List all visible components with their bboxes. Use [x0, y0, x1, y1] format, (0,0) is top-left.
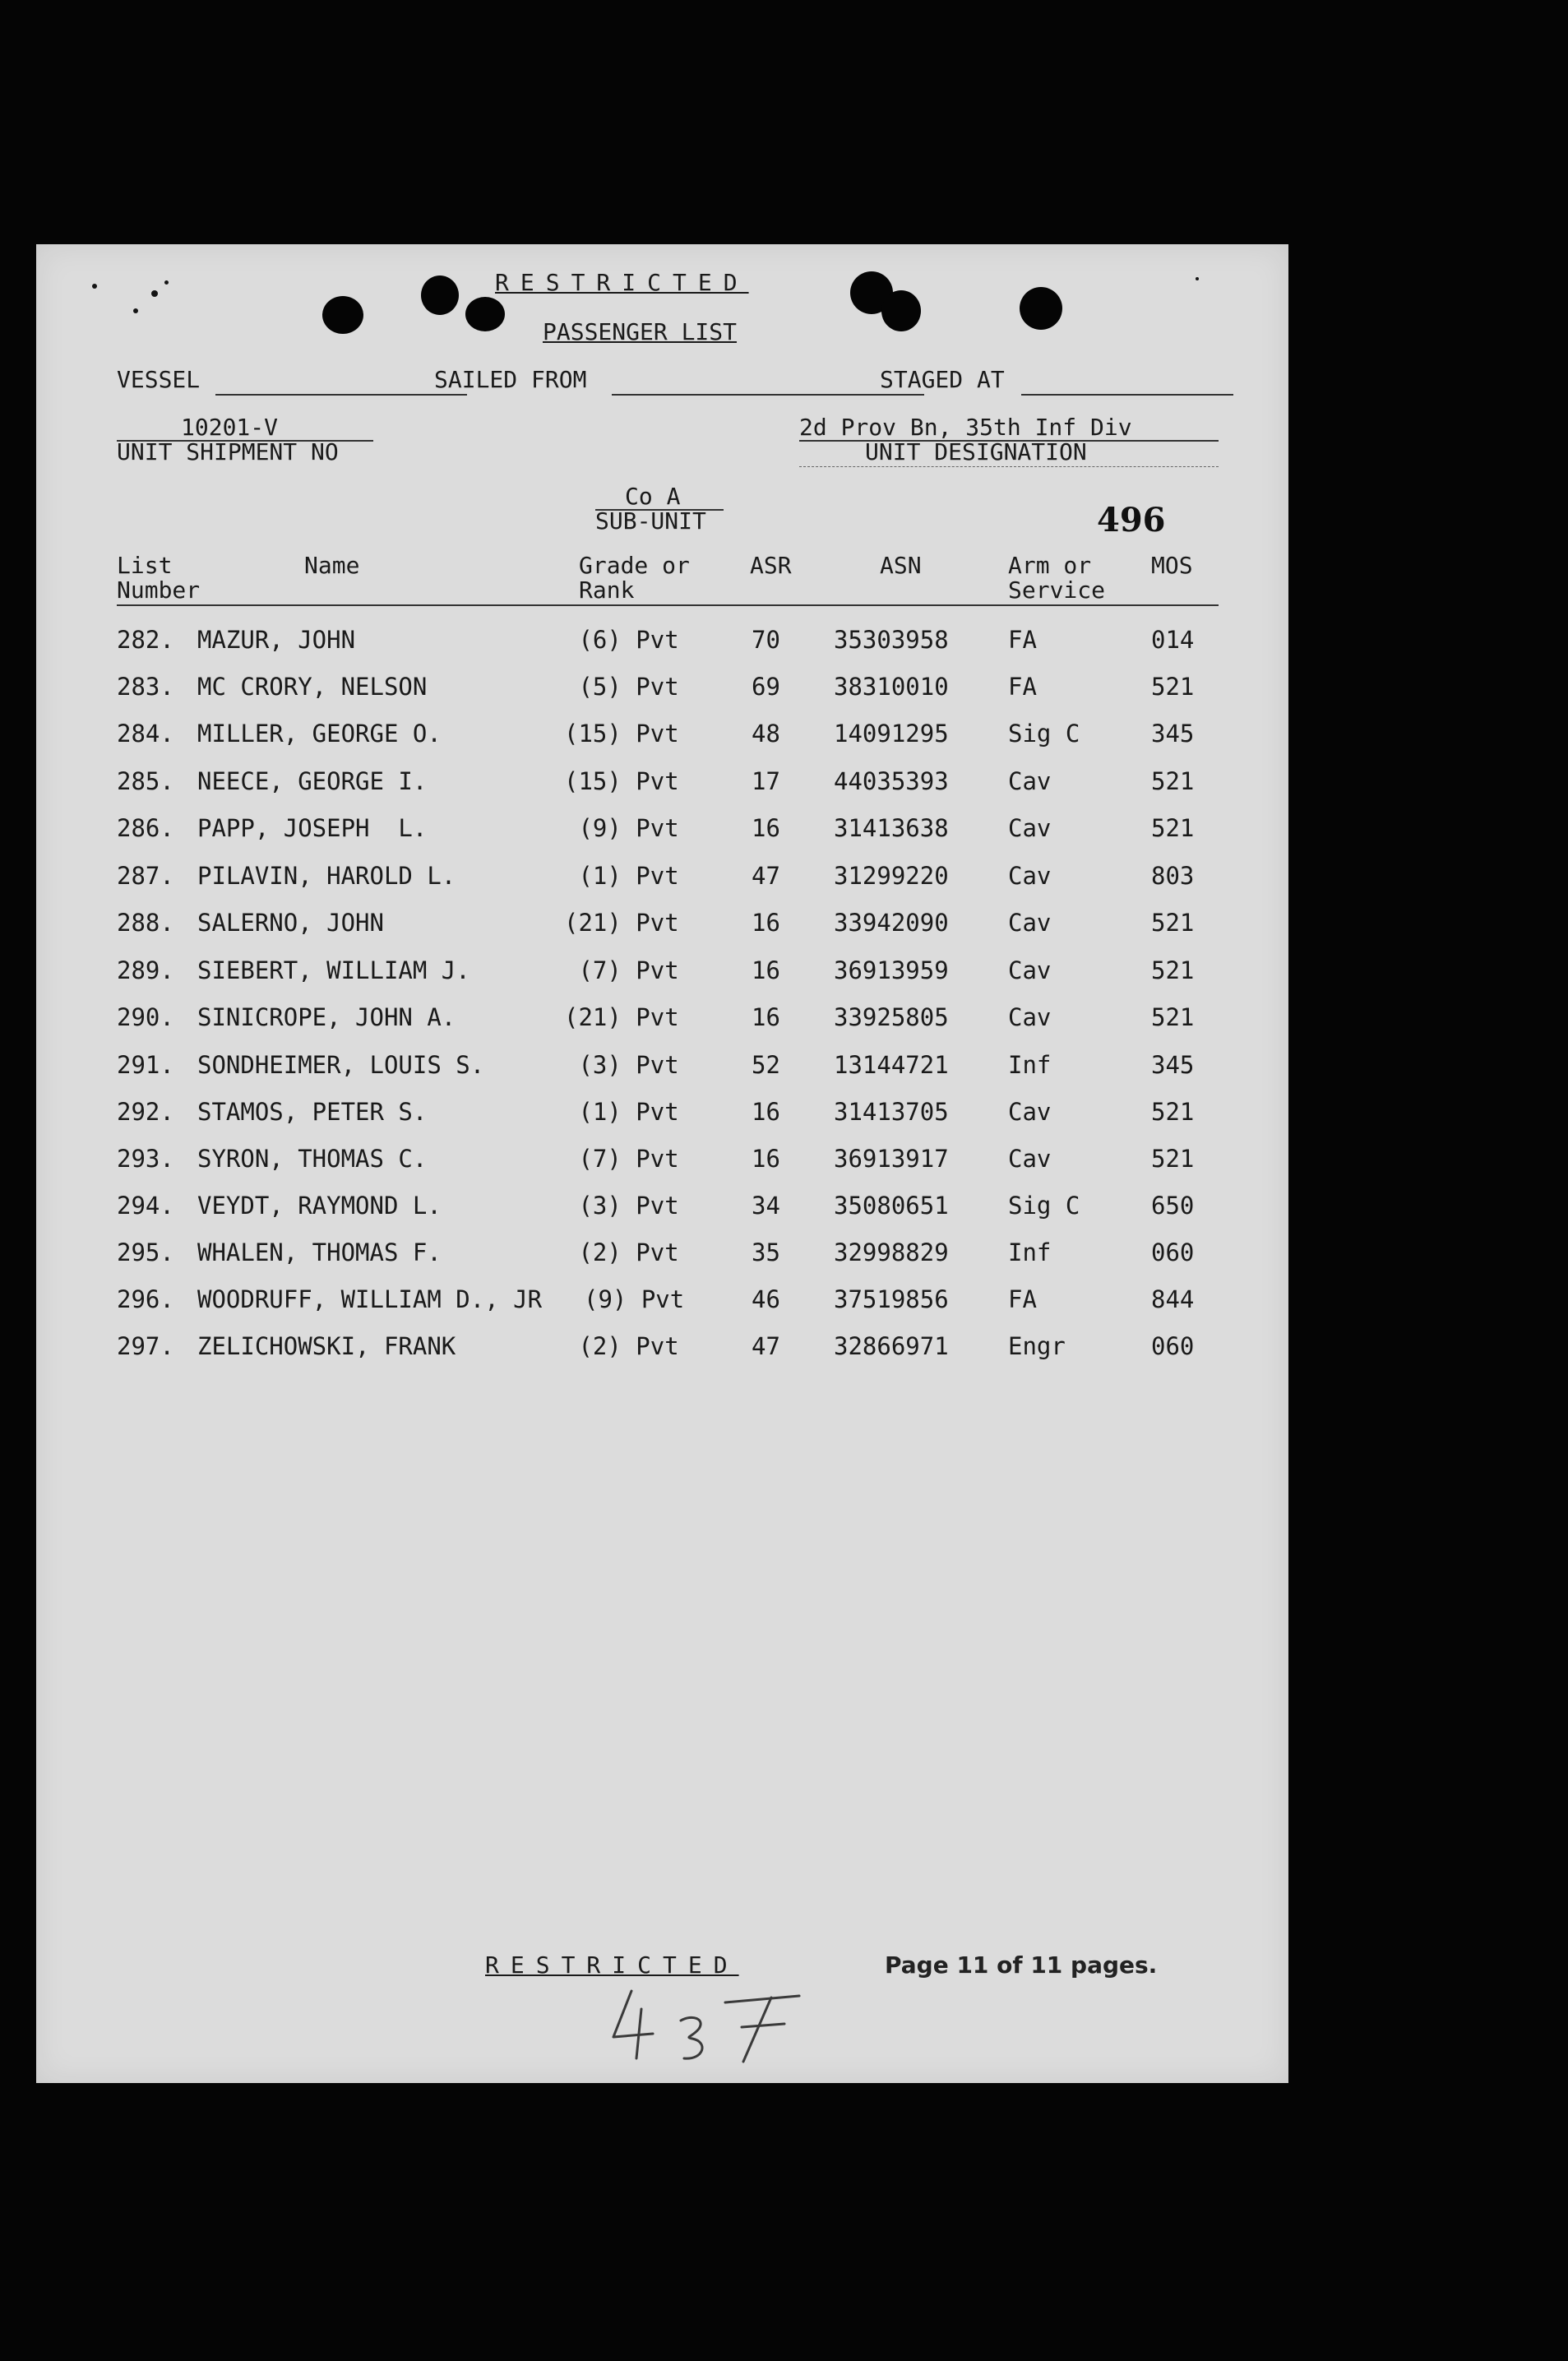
cell-list-number: 287. — [117, 862, 174, 890]
cell-arm-or-service: FA — [1008, 626, 1037, 654]
cell-arm-or-service: Cav — [1008, 1003, 1052, 1031]
cell-list-number: 284. — [117, 720, 174, 748]
unit-designation: 2d Prov Bn, 35th Inf Div — [799, 414, 1132, 441]
cell-mos: 521 — [1151, 1098, 1195, 1126]
cell-grade: (3) Pvt — [564, 1192, 679, 1220]
cell-arm-or-service: FA — [1008, 673, 1037, 701]
cell-asn: 32866971 — [834, 1332, 949, 1360]
cell-grade: (21) Pvt — [564, 909, 679, 937]
cell-asr: 46 — [752, 1285, 780, 1313]
col-name: Name — [304, 552, 360, 579]
cell-asn: 32998829 — [834, 1238, 949, 1266]
cell-mos: 060 — [1151, 1332, 1195, 1360]
cell-asn: 31413638 — [834, 814, 949, 842]
cell-grade: (2) Pvt — [564, 1332, 679, 1360]
col-list-number: List — [117, 552, 173, 579]
punch-hole — [421, 275, 459, 315]
cell-grade: (6) Pvt — [564, 626, 679, 654]
cell-arm-or-service: Inf — [1008, 1051, 1052, 1079]
cell-asr: 47 — [752, 862, 780, 890]
col-mos: MOS — [1151, 552, 1193, 579]
cell-list-number: 286. — [117, 814, 174, 842]
cell-asr: 34 — [752, 1192, 780, 1220]
cell-asn: 33925805 — [834, 1003, 949, 1031]
cell-grade: (9) Pvt — [564, 814, 679, 842]
cell-mos: 844 — [1151, 1285, 1195, 1313]
cell-arm-or-service: FA — [1008, 1285, 1037, 1313]
cell-asn: 33942090 — [834, 909, 949, 937]
stamp-number: 496 — [1097, 501, 1166, 539]
cell-passenger-name: STAMOS, PETER S. — [197, 1098, 428, 1126]
col-asn: ASN — [880, 552, 922, 579]
cell-asn: 14091295 — [834, 720, 949, 748]
cell-grade: (9) Pvt — [584, 1285, 685, 1313]
cell-asn: 13144721 — [834, 1051, 949, 1079]
cell-asr: 47 — [752, 1332, 780, 1360]
cell-list-number: 292. — [117, 1098, 174, 1126]
cell-mos: 521 — [1151, 767, 1195, 795]
cell-asr: 35 — [752, 1238, 780, 1266]
cell-grade: (15) Pvt — [564, 720, 679, 748]
table-row — [36, 673, 1288, 706]
classification-footer: RESTRICTED — [485, 1951, 739, 1979]
header-rule — [117, 604, 1219, 606]
cell-asr: 16 — [752, 1003, 780, 1031]
table-row — [36, 1332, 1288, 1365]
table-row — [36, 1003, 1288, 1036]
sub-unit: Co A — [625, 483, 681, 510]
cell-passenger-name: MILLER, GEORGE O. — [197, 720, 442, 748]
cell-list-number: 297. — [117, 1332, 174, 1360]
col-grade-2: Rank — [579, 576, 635, 604]
cell-list-number: 290. — [117, 1003, 174, 1031]
cell-grade: (7) Pvt — [564, 1145, 679, 1173]
cell-asn: 31299220 — [834, 862, 949, 890]
cell-asr: 52 — [752, 1051, 780, 1079]
punch-hole — [881, 290, 921, 331]
cell-arm-or-service: Sig C — [1008, 720, 1080, 748]
cell-asr: 16 — [752, 1098, 780, 1126]
cell-list-number: 296. — [117, 1285, 174, 1313]
cell-grade: (1) Pvt — [564, 862, 679, 890]
col-grade: Grade or — [579, 552, 690, 579]
classification-header: RESTRICTED — [495, 269, 749, 296]
cell-passenger-name: ZELICHOWSKI, FRANK — [197, 1332, 456, 1360]
table-row — [36, 1285, 1288, 1318]
cell-asr: 16 — [752, 909, 780, 937]
cell-arm-or-service: Cav — [1008, 956, 1052, 984]
cell-passenger-name: VEYDT, RAYMOND L. — [197, 1192, 442, 1220]
cell-asr: 16 — [752, 814, 780, 842]
table-row — [36, 862, 1288, 895]
table-row — [36, 1192, 1288, 1224]
table-row — [36, 909, 1288, 942]
cell-arm-or-service: Cav — [1008, 767, 1052, 795]
cell-passenger-name: MC CRORY, NELSON — [197, 673, 428, 701]
cell-asn: 44035393 — [834, 767, 949, 795]
page-indicator: Page 11 of 11 pages. — [885, 1951, 1158, 1979]
table-row — [36, 956, 1288, 989]
table-row — [36, 1051, 1288, 1084]
vessel-field — [215, 394, 467, 396]
cell-mos: 803 — [1151, 862, 1195, 890]
cell-grade: (21) Pvt — [564, 1003, 679, 1031]
cell-asn: 36913959 — [834, 956, 949, 984]
cell-passenger-name: SYRON, THOMAS C. — [197, 1145, 428, 1173]
handwritten-number — [602, 1979, 816, 2070]
staged-at-field — [1021, 394, 1233, 396]
cell-list-number: 288. — [117, 909, 174, 937]
cell-arm-or-service: Cav — [1008, 862, 1052, 890]
punch-hole — [1020, 287, 1062, 330]
cell-asr: 16 — [752, 956, 780, 984]
cell-list-number: 289. — [117, 956, 174, 984]
cell-list-number: 293. — [117, 1145, 174, 1173]
cell-grade: (7) Pvt — [564, 956, 679, 984]
table-row — [36, 626, 1288, 659]
col-arm-2: Service — [1008, 576, 1106, 604]
punch-hole — [465, 297, 505, 331]
cell-mos: 650 — [1151, 1192, 1195, 1220]
table-row — [36, 814, 1288, 847]
cell-list-number: 283. — [117, 673, 174, 701]
cell-mos: 521 — [1151, 956, 1195, 984]
cell-asn: 35303958 — [834, 626, 949, 654]
sub-unit-label: SUB-UNIT — [595, 507, 706, 535]
cell-mos: 521 — [1151, 814, 1195, 842]
cell-passenger-name: SALERNO, JOHN — [197, 909, 384, 937]
table-row — [36, 1145, 1288, 1178]
cell-mos: 345 — [1151, 1051, 1195, 1079]
punch-hole — [322, 296, 363, 334]
vessel-label: VESSEL — [117, 366, 201, 393]
table-row — [36, 720, 1288, 752]
cell-mos: 060 — [1151, 1238, 1195, 1266]
cell-arm-or-service: Cav — [1008, 1098, 1052, 1126]
cell-grade: (15) Pvt — [564, 767, 679, 795]
cell-asn: 36913917 — [834, 1145, 949, 1173]
cell-passenger-name: SINICROPE, JOHN A. — [197, 1003, 456, 1031]
cell-grade: (3) Pvt — [564, 1051, 679, 1079]
cell-asr: 70 — [752, 626, 780, 654]
table-row — [36, 767, 1288, 800]
unit-shipment-number: 10201-V — [181, 414, 279, 441]
cell-arm-or-service: Engr — [1008, 1332, 1066, 1360]
cell-asn: 37519856 — [834, 1285, 949, 1313]
cell-passenger-name: NEECE, GEORGE I. — [197, 767, 428, 795]
staged-at-label: STAGED AT — [880, 366, 1005, 393]
unit-shipment-label: UNIT SHIPMENT NO — [117, 438, 339, 465]
cell-grade: (2) Pvt — [564, 1238, 679, 1266]
cell-asr: 16 — [752, 1145, 780, 1173]
cell-asr: 17 — [752, 767, 780, 795]
cell-passenger-name: WHALEN, THOMAS F. — [197, 1238, 442, 1266]
cell-mos: 521 — [1151, 1003, 1195, 1031]
cell-passenger-name: PAPP, JOSEPH L. — [197, 814, 428, 842]
cell-list-number: 295. — [117, 1238, 174, 1266]
cell-arm-or-service: Cav — [1008, 814, 1052, 842]
sailed-from-field — [612, 394, 924, 396]
cell-passenger-name: WOODRUFF, WILLIAM D., JR — [197, 1285, 543, 1313]
col-asr: ASR — [750, 552, 792, 579]
cell-mos: 014 — [1151, 626, 1195, 654]
cell-grade: (1) Pvt — [564, 1098, 679, 1126]
cell-passenger-name: SONDHEIMER, LOUIS S. — [197, 1051, 485, 1079]
cell-mos: 521 — [1151, 673, 1195, 701]
table-row — [36, 1098, 1288, 1131]
sailed-from-label: SAILED FROM — [434, 366, 587, 393]
unit-designation-label: UNIT DESIGNATION — [865, 438, 1087, 465]
cell-arm-or-service: Cav — [1008, 1145, 1052, 1173]
table-row — [36, 1238, 1288, 1271]
document-page — [36, 244, 1288, 2083]
cell-mos: 521 — [1151, 1145, 1195, 1173]
cell-list-number: 294. — [117, 1192, 174, 1220]
cell-mos: 345 — [1151, 720, 1195, 748]
cell-asn: 31413705 — [834, 1098, 949, 1126]
cell-list-number: 282. — [117, 626, 174, 654]
cell-asr: 48 — [752, 720, 780, 748]
cell-asn: 38310010 — [834, 673, 949, 701]
cell-arm-or-service: Sig C — [1008, 1192, 1080, 1220]
cell-passenger-name: PILAVIN, HAROLD L. — [197, 862, 456, 890]
document-title: PASSENGER LIST — [543, 318, 738, 345]
col-list-number-2: Number — [117, 576, 201, 604]
cell-list-number: 285. — [117, 767, 174, 795]
cell-asn: 35080651 — [834, 1192, 949, 1220]
cell-arm-or-service: Cav — [1008, 909, 1052, 937]
cell-arm-or-service: Inf — [1008, 1238, 1052, 1266]
cell-mos: 521 — [1151, 909, 1195, 937]
cell-passenger-name: MAZUR, JOHN — [197, 626, 356, 654]
cell-grade: (5) Pvt — [564, 673, 679, 701]
cell-list-number: 291. — [117, 1051, 174, 1079]
col-arm: Arm or — [1008, 552, 1092, 579]
cell-passenger-name: SIEBERT, WILLIAM J. — [197, 956, 470, 984]
cell-asr: 69 — [752, 673, 780, 701]
